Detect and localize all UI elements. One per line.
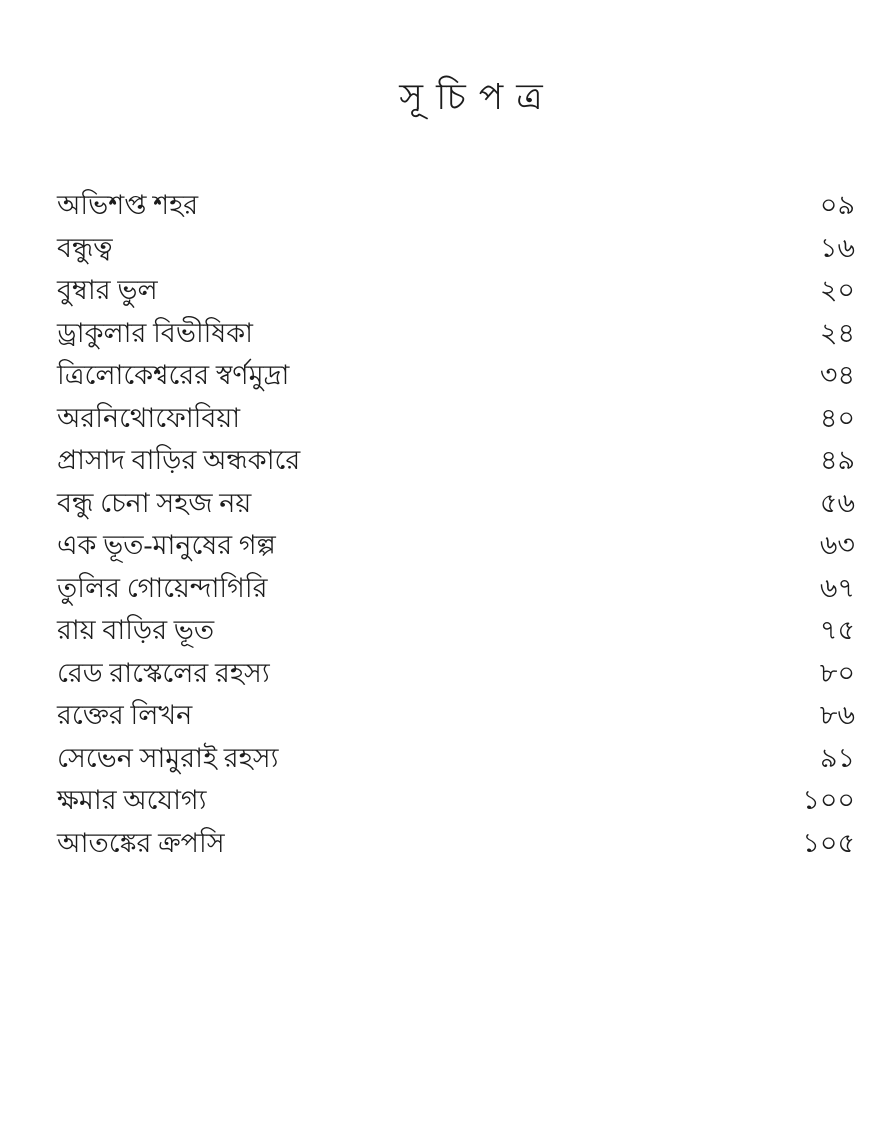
- toc-entry-row: [57, 354, 857, 397]
- toc-entry-row: [57, 269, 857, 312]
- page-title: সূ চি প ত্র: [399, 77, 545, 117]
- toc-entry-page-number: ৪০: [819, 402, 855, 433]
- toc-entry-row: [57, 482, 857, 525]
- toc-entry-title: তুলির গোয়েন্দাগিরি: [57, 572, 268, 603]
- toc-entry-page-number: ১০৫: [802, 827, 855, 858]
- toc-entry-row: [57, 737, 857, 780]
- toc-entry-title: অভিশপ্ত শহর: [57, 190, 199, 220]
- toc-entry-page-number: ৬৩: [819, 530, 855, 560]
- toc-entry-title: এক ভূত-মানুষের গল্প: [57, 530, 276, 560]
- toc-entry-row: [57, 822, 857, 865]
- toc-entry-row: [57, 312, 857, 355]
- toc-entry-title: ড্রাকুলার বিভীষিকা: [57, 317, 253, 348]
- toc-entry-title: রক্তের লিখন: [57, 700, 193, 730]
- toc-entry-title: ত্রিলোকেশ্বরের স্বর্ণমুদ্রা: [57, 360, 290, 390]
- toc-entry-page-number: ৬৭: [819, 572, 855, 603]
- toc-entry-page-number: ২৪: [819, 317, 855, 348]
- toc-entry-title: বুম্বার ভুল: [57, 275, 158, 305]
- toc-entry-page-number: ১০০: [802, 785, 855, 815]
- toc-entry-row: [57, 439, 857, 482]
- toc-entry-row: [57, 779, 857, 822]
- toc-entry-title: বন্ধুত্ব: [57, 232, 113, 263]
- toc-entry-page-number: ৯১: [819, 742, 855, 773]
- toc-entry-row: [57, 652, 857, 695]
- toc-entry-page-number: ০৯: [819, 190, 855, 220]
- toc-entry-page-number: ১৬: [819, 232, 855, 263]
- toc-entry-page-number: ৮০: [819, 657, 855, 688]
- toc-entry-row: [57, 397, 857, 440]
- toc-entry-page-number: ৩৪: [819, 360, 855, 390]
- toc-entry-page-number: ৪৯: [819, 445, 855, 475]
- toc-entry-title: রেড রাস্কেলের রহস্য: [57, 657, 270, 688]
- toc-entry-page-number: ৭৫: [819, 615, 855, 645]
- toc-entry-row: [57, 567, 857, 610]
- toc-entry-title: আতঙ্কের ক্রপসি: [57, 827, 225, 858]
- toc-list: [57, 184, 857, 864]
- toc-entry-title: ক্ষমার অযোগ্য: [57, 785, 207, 815]
- toc-entry-title: বন্ধু চেনা সহজ নয়: [57, 487, 252, 518]
- toc-entry-row: [57, 609, 857, 652]
- toc-entry-title: রায় বাড়ির ভূত: [57, 615, 215, 645]
- toc-entry-page-number: ৮৬: [819, 700, 855, 730]
- toc-entry-row: [57, 524, 857, 567]
- toc-entry-row: [57, 694, 857, 737]
- toc-entry-title: অরনিথোফোবিয়া: [57, 402, 241, 433]
- toc-entry-title: প্রাসাদ বাড়ির অন্ধকারে: [57, 445, 301, 475]
- toc-entry-row: [57, 227, 857, 270]
- toc-entry-row: [57, 184, 857, 227]
- toc-entry-title: সেভেন সামুরাই রহস্য: [57, 742, 279, 773]
- toc-entry-page-number: ৫৬: [819, 487, 855, 518]
- toc-entry-page-number: ২০: [819, 275, 855, 305]
